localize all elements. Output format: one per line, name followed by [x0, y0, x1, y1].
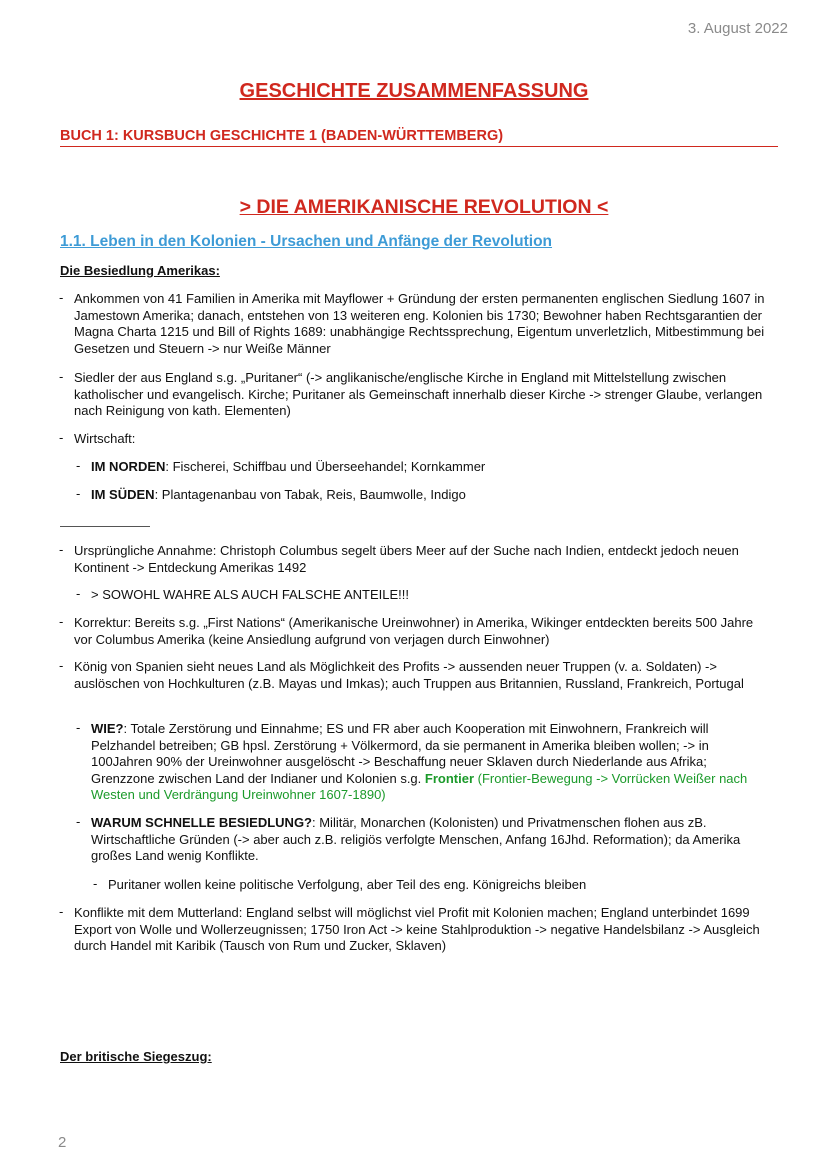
- bullet-dash: -: [59, 542, 64, 557]
- list-item: - Wirtschaft:: [59, 430, 136, 446]
- bullet-dash: -: [59, 290, 64, 305]
- bullet-dash: -: [76, 814, 81, 829]
- bullet-dash: -: [76, 586, 81, 601]
- section-heading-besiedlung: Die Besiedlung Amerikas:: [60, 263, 220, 278]
- list-item: - IM SÜDEN: Plantagenanbau von Tabak, Reis, Baumwolle, Indigo: [76, 486, 466, 502]
- date: 3. August 2022: [687, 20, 788, 37]
- divider: [60, 526, 150, 527]
- book-title: BUCH 1: KURSBUCH GESCHICHTE 1 (BADEN-WÜRTTEMBERG): [60, 128, 778, 147]
- bullet-dash: -: [59, 904, 64, 919]
- list-item: - Ankommen von 41 Familien in Amerika mit Mayflower + Gründung der ersten permanenten englischen Siedlung 1607 in Jamestown Amerika; danach, entstehen von 13 weiteren eng. Kolonien bis 1730; Bewohner haben Rechtsgarantien der Magna Charta 1215 und Bill of Rights 1689: unabhängige Rechtssprechung, Eigentum unverletzlich, Mitbestimmung bei Gesetzen und Steuern -> nur Weiße Männer: [59, 290, 765, 356]
- section-heading-siegeszug: Der britische Siegeszug:: [60, 1049, 212, 1064]
- bullet-dash: -: [76, 458, 81, 473]
- bullet-dash: -: [93, 876, 98, 891]
- bullet-dash: -: [59, 614, 64, 629]
- bullet-dash: -: [76, 720, 81, 735]
- bullet-dash: -: [76, 486, 81, 501]
- list-item: - Konflikte mit dem Mutterland: England selbst will möglichst viel Profit mit Kolonien machen; England unterbindet 1699 Export von Wolle und Wollerzeugnissen; 1750 Iron Act -> keine Stahlproduktion -> negative Handelsbilanz -> Ausgleich durch Handel mit Karibik (Tausch von Rum und Zucker, Sklaven): [59, 904, 760, 953]
- list-item: - WIE?: Totale Zerstörung und Einnahme; ES und FR aber auch Kooperation mit Einwohnern, Frankreich will Pelzhandel betreiben; GB hpsl. Zerstörung + Völkermord, da sie permanent in Amerika bleiben wollen; -> in 100Jahren 90% der Ureinwohner ausgelöscht -> Beschaffung neuer Sklaven durch Niederlande aus Afrika; Grenzzone zwischen Land der Indianer und Kolonien s.g. Frontier (Frontier-Bewegung -> Vorrücken Weißer nach Westen und Verdrängung Ureinwohner 1607-1890): [76, 720, 748, 802]
- page-title: GESCHICHTE ZUSAMMENFASSUNG: [239, 80, 589, 102]
- list-item: - Puritaner wollen keine politische Verfolgung, aber Teil des eng. Königreichs bleiben: [93, 876, 587, 892]
- list-item: - WARUM SCHNELLE BESIEDLUNG?: Militär, Monarchen (Kolonisten) und Privatmenschen flohen aus zB. Wirtschaftliche Gründen (-> aber auch z.B. religiös verfolgte Menschen, Anfang 16Jhd. Reformation); da Amerika großes Land wenig Konflikte.: [76, 814, 741, 863]
- bullet-dash: -: [59, 430, 64, 445]
- list-item: - Ursprüngliche Annahme: Christoph Columbus segelt übers Meer auf der Suche nach Indien, entdeckt jedoch neuen Kontinent -> Entdeckung Amerikas 1492: [59, 542, 739, 575]
- page-number: 2: [58, 1134, 67, 1151]
- list-item: - Siedler der aus England s.g. „Puritaner“ (-> anglikanische/englische Kirche in England mit Mittelstellung zwischen katholischer und evangelisch. Kirche; Puritaner als Gemeinschaft innerhalb dieser Kirche -> strenger Glaube, verlangen nach Reinigung von kath. Elementen): [59, 369, 763, 418]
- list-item: - > SOWOHL WAHRE ALS AUCH FALSCHE ANTEILE!!!: [76, 586, 409, 602]
- frontier-term: Frontier: [424, 770, 475, 786]
- bullet-dash: -: [59, 658, 64, 673]
- list-item: - IM NORDEN: Fischerei, Schiffbau und Überseehandel; Kornkammer: [76, 458, 486, 474]
- list-item: - König von Spanien sieht neues Land als Möglichkeit des Profits -> aussenden neuer Truppen (v. a. Soldaten) -> auslöschen von Hochkulturen (z.B. Mayas und Imkas); auch Truppen aus Britannien, Russland, Frankreich, Portugal: [59, 658, 744, 691]
- subsection-title: 1.1. Leben in den Kolonien - Ursachen und Anfänge der Revolution: [60, 233, 553, 250]
- chapter-title: > DIE AMERIKANISCHE REVOLUTION <: [239, 196, 609, 218]
- list-item: - Korrektur: Bereits s.g. „First Nations“ (Amerikanische Ureinwohner) in Amerika, Wikinger entdeckten bereits 500 Jahre vor Columbus Amerika (keine Ansiedlung aufgrund von verjagen durch Einwohner): [59, 614, 754, 647]
- bullet-dash: -: [59, 369, 64, 384]
